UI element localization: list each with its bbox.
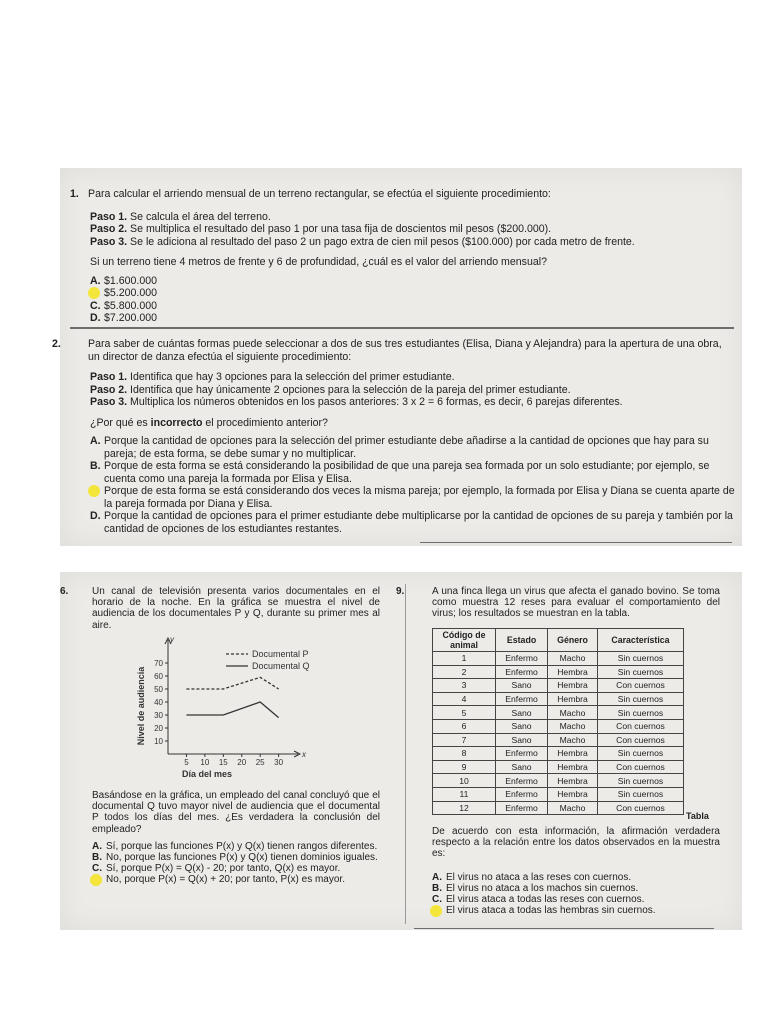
table-cell: 6 [433, 719, 496, 733]
table-row [433, 747, 684, 761]
table-header-row [433, 629, 684, 652]
divider [70, 327, 734, 329]
question-2-stem [52, 338, 736, 363]
column-divider [405, 584, 406, 924]
q1-option-a[interactable] [90, 275, 734, 288]
table-cell: Sin cuernos [597, 692, 683, 706]
q2-step-3-text: Multiplica los números obtenidos en los pasos anteriores: 3 x 2 = 6 formas, es decir, 6 parejas diferentes. [127, 396, 623, 408]
table-cell: Hembra [548, 692, 598, 706]
table-row [433, 679, 684, 693]
table-cell: Sano [496, 760, 548, 774]
table-cell: Con cuernos [597, 679, 683, 693]
x-tick-label: 5 [184, 758, 189, 767]
q2-option-c-text: Porque de esta forma se está considerando dos veces la misma pareja; por ejemplo, la formada por Elisa y Diana se cuenta aparte de la pareja formada por Diana y Elisa. [104, 485, 735, 510]
q2-option-b-letter: B. [90, 460, 101, 472]
q2-prompt-post: el procedimiento anterior? [202, 416, 328, 429]
q6-option-c-text: Sí, porque P(x) = Q(x) - 20; por tanto, Q(x) es mayor. [106, 863, 341, 875]
q1-option-c-text: $5.800.000 [104, 299, 158, 312]
question-2-number: 2. [52, 338, 61, 350]
q9-option-d-text: El virus ataca a todas las hembras sin cuernos. [446, 905, 656, 917]
q9-option-c[interactable] [432, 894, 720, 905]
q1-option-d-text: $7.200.000 [104, 312, 158, 324]
table-cell: 1 [433, 652, 496, 666]
q6-option-b[interactable] [92, 852, 380, 863]
q1-step-3-label: Paso 3. [90, 235, 128, 248]
table-cell: Enfermo [496, 747, 548, 761]
table-cell: Hembra [548, 747, 598, 761]
question-1 [70, 188, 734, 325]
q9-option-b-letter: B. [432, 882, 442, 894]
table-cell: Macho [548, 706, 598, 720]
table-cell: Macho [548, 719, 598, 733]
table-row [433, 774, 684, 788]
series-p-line [186, 677, 278, 689]
table-row [433, 692, 684, 706]
table-cell: Sin cuernos [597, 665, 683, 679]
q6-option-c-letter: C. [92, 863, 102, 875]
question-2-steps [90, 371, 736, 409]
q1-step-1-label: Paso 1. [90, 210, 128, 223]
question-9-prompt: De acuerdo con esta información, la afirmación verdadera respecto a la relación entre los datos observados en la muestra es: [432, 826, 720, 860]
question-2-stem-text: Para saber de cuántas formas puede seleccionar a dos de sus tres estudiantes (Elisa, Diana y Alejandra) para la apertura de una obra, un director de danza efectúa el siguiente procedimiento: [88, 338, 722, 363]
q1-step-3-text: Se le adiciona al resultado del paso 2 un pago extra de cien mil pesos ($100.000) por cada metro de frente. [127, 235, 635, 248]
table-row [433, 733, 684, 747]
q6-option-a[interactable] [92, 841, 380, 852]
legend-label-p: Documental P [252, 649, 309, 659]
question-9-stem-text: A una finca llega un virus que afecta el ganado bovino. Se toma como muestra 12 reses para evaluar el comportamiento del virus; los resultados se muestran en la tabla. [432, 586, 720, 620]
x-axis-letter: x [302, 750, 306, 759]
q6-option-b-letter: B. [92, 852, 102, 864]
table-caption: Tabla [686, 811, 709, 821]
question-1-stem-text: Para calcular el arriendo mensual de un terreno rectangular, se efectúa el siguiente procedimiento: [88, 188, 551, 200]
table-cell: Con cuernos [597, 801, 683, 815]
table-row [433, 719, 684, 733]
audience-line-chart [130, 634, 350, 784]
q2-step-3 [90, 396, 736, 409]
answer-highlight-mark [90, 874, 102, 886]
y-tick-label: 70 [154, 659, 163, 668]
q2-step-3-label: Paso 3. [90, 396, 128, 408]
x-tick-label: 30 [274, 758, 284, 767]
table-cell: 8 [433, 747, 496, 761]
table-cell: Sin cuernos [597, 706, 683, 720]
question-9-number: 9. [396, 586, 405, 597]
y-tick-label: 10 [154, 737, 163, 746]
table-header: Característica [597, 629, 683, 652]
x-tick-label: 15 [218, 758, 228, 767]
table-cell: Enfermo [496, 652, 548, 666]
table-cell: Hembra [548, 760, 598, 774]
answer-highlight-mark [88, 287, 100, 299]
table-cell: 11 [433, 787, 496, 801]
q1-step-1-text: Se calcula el área del terreno. [127, 210, 271, 223]
q6-option-a-letter: A. [92, 840, 102, 852]
q9-option-a-letter: A. [432, 871, 442, 883]
q2-step-2-label: Paso 2. [90, 383, 128, 396]
question-9-options [432, 872, 720, 917]
table-cell: Sano [496, 733, 548, 747]
question-6-body [92, 790, 380, 886]
question-9-body [432, 826, 720, 916]
table-cell: 3 [433, 679, 496, 693]
q9-option-c-text: El virus ataca a todas las reses con cuernos. [446, 894, 645, 906]
results-table [432, 628, 684, 815]
question-1-options [90, 275, 734, 325]
question-1-prompt: Si un terreno tiene 4 metros de frente y 6 de profundidad, ¿cuál es el valor del arriendo mensual? [90, 256, 547, 268]
q1-step-2-text: Se multiplica el resultado del paso 1 por una tasa fija de doscientos mil pesos ($200.000). [127, 223, 552, 235]
y-tick-label: 60 [154, 672, 163, 681]
question-6-options [92, 841, 380, 886]
y-tick-label: 40 [154, 698, 163, 707]
q2-option-b-text: Porque de esta forma se está considerando la posibilidad de que una pareja sea formada por un solo estudiante; por ejemplo, se cuenta como una pareja la formada por Elisa y Elisa. [104, 460, 710, 485]
q1-option-c[interactable] [90, 300, 734, 313]
q2-prompt-pre: ¿Por qué es [90, 416, 151, 429]
q6-option-d-text: No, porque P(x) = Q(x) + 20; por tanto, P(x) es mayor. [106, 874, 345, 886]
question-6-prompt: Basándose en la gráfica, un empleado del canal concluyó que el documental Q tuvo mayor nivel de audiencia que el documental P todos los días del mes. ¿Es verdadera la conclusión del empleado? [92, 790, 380, 835]
x-axis-label: Día del mes [181, 769, 233, 779]
table-cell: Hembra [548, 774, 598, 788]
question-1-stem [70, 188, 734, 201]
table-header: Estado [496, 629, 548, 652]
q1-option-d[interactable] [90, 312, 734, 325]
q6-option-d[interactable] [92, 874, 380, 885]
table-row [433, 787, 684, 801]
table-cell: Hembra [548, 787, 598, 801]
table-row [433, 760, 684, 774]
q2-option-b[interactable] [90, 460, 736, 485]
q2-option-d[interactable] [90, 510, 736, 535]
legend-label-q: Documental Q [252, 661, 310, 671]
q1-step-1 [90, 211, 734, 224]
table-cell: Sano [496, 679, 548, 693]
q1-step-3 [90, 236, 734, 249]
q2-option-a-letter: A. [90, 435, 101, 447]
q2-option-a[interactable] [90, 435, 736, 460]
series-q-line [186, 702, 278, 718]
q2-step-2-text: Identifica que hay únicamente 2 opciones para la selección de la pareja del primer estudiante. [127, 383, 571, 396]
table-cell: 9 [433, 760, 496, 774]
q1-step-2-label: Paso 2. [90, 223, 128, 235]
q2-step-2 [90, 384, 736, 397]
x-tick-label: 10 [200, 758, 210, 767]
table-cell: Macho [548, 652, 598, 666]
y-axis-letter: y [170, 635, 174, 644]
answer-highlight-mark [430, 905, 442, 917]
q2-option-c[interactable] [90, 485, 736, 510]
q1-step-2 [90, 223, 734, 236]
question-6-number: 6. [60, 586, 69, 597]
table-cell: Enfermo [496, 774, 548, 788]
table-cell: 4 [433, 692, 496, 706]
q1-option-c-letter: C. [90, 299, 101, 312]
question-2 [52, 338, 736, 535]
table-header: Código de animal [433, 629, 496, 652]
divider [414, 928, 714, 929]
q6-option-a-text: Sí, porque las funciones P(x) y Q(x) tienen rangos diferentes. [106, 840, 378, 852]
y-tick-label: 20 [154, 724, 163, 733]
table-cell: 12 [433, 801, 496, 815]
table-cell: Sano [496, 719, 548, 733]
table-cell: Macho [548, 733, 598, 747]
q2-step-1-text: Identifica que hay 3 opciones para la selección del primer estudiante. [127, 371, 455, 383]
table-cell: Enfermo [496, 787, 548, 801]
table-cell: Con cuernos [597, 760, 683, 774]
question-2-options [90, 435, 736, 535]
table-cell: 10 [433, 774, 496, 788]
q9-option-c-letter: C. [432, 894, 442, 906]
q2-option-a-text: Porque la cantidad de opciones para la selección del primer estudiante debe añadirse a la cantidad de opciones que hay para su pareja; de esta forma, se debe sumar y no multiplicar. [104, 435, 709, 460]
table-cell: Con cuernos [597, 733, 683, 747]
x-tick-label: 20 [237, 758, 247, 767]
table-cell: Macho [548, 801, 598, 815]
q9-option-b-text: El virus no ataca a los machos sin cuernos. [446, 882, 639, 894]
table-cell: Sin cuernos [597, 652, 683, 666]
q2-prompt-bold: incorrecto [150, 416, 203, 429]
table-row [433, 665, 684, 679]
q9-option-a[interactable] [432, 872, 720, 883]
q1-option-d-letter: D. [90, 312, 101, 324]
table-cell: Enfermo [496, 692, 548, 706]
answer-highlight-mark [88, 485, 100, 497]
q6-option-b-text: No, porque las funciones P(x) y Q(x) tienen dominios iguales. [106, 852, 378, 864]
x-tick-label: 25 [255, 758, 265, 767]
table-cell: Hembra [548, 679, 598, 693]
q1-option-b[interactable] [90, 287, 734, 300]
table-cell: 5 [433, 706, 496, 720]
table-header: Género [548, 629, 598, 652]
q2-step-1-label: Paso 1. [90, 371, 128, 383]
question-6-stem-text: Un canal de televisión presenta varios documentales en el horario de la noche. En la gráfica se muestra el nivel de audiencia de los documentales P y Q, durante su primer mes al aire. [92, 586, 380, 631]
divider [420, 542, 732, 543]
q2-option-d-letter: D. [90, 510, 101, 522]
q2-option-d-text: Porque la cantidad de opciones para el primer estudiante debe multiplicarse por la cantidad de opciones de su pareja y también por la cantidad de opciones de los estudiantes restantes. [104, 510, 733, 535]
q9-option-b[interactable] [432, 883, 720, 894]
table-row [433, 652, 684, 666]
q1-option-a-letter: A. [90, 274, 101, 287]
question-9 [396, 586, 720, 620]
table-cell: Sin cuernos [597, 747, 683, 761]
table-row [433, 706, 684, 720]
q1-option-b-text: $5.200.000 [104, 287, 158, 299]
question-1-number: 1. [70, 188, 79, 200]
q6-option-c[interactable] [92, 863, 380, 874]
y-axis-label: Nivel de audiencia [136, 666, 146, 746]
y-tick-label: 30 [154, 711, 163, 720]
q9-option-d[interactable] [432, 905, 720, 916]
table-cell: Sin cuernos [597, 774, 683, 788]
table-cell: Enfermo [496, 801, 548, 815]
question-6 [60, 586, 380, 631]
q9-option-a-text: El virus no ataca a las reses con cuernos. [446, 871, 632, 883]
question-9-stem [396, 586, 720, 620]
question-2-prompt [90, 417, 736, 430]
table-row [433, 801, 684, 815]
y-tick-label: 50 [154, 685, 163, 694]
table-cell: Enfermo [496, 665, 548, 679]
q1-option-a-text: $1.600.000 [104, 274, 158, 287]
table-cell: Sin cuernos [597, 787, 683, 801]
table-cell: Hembra [548, 665, 598, 679]
q2-step-1 [90, 371, 736, 384]
table-cell: 2 [433, 665, 496, 679]
table-cell: Sano [496, 706, 548, 720]
table-cell: Con cuernos [597, 719, 683, 733]
table-cell: 7 [433, 733, 496, 747]
question-6-stem [60, 586, 380, 631]
question-1-steps [90, 211, 734, 249]
